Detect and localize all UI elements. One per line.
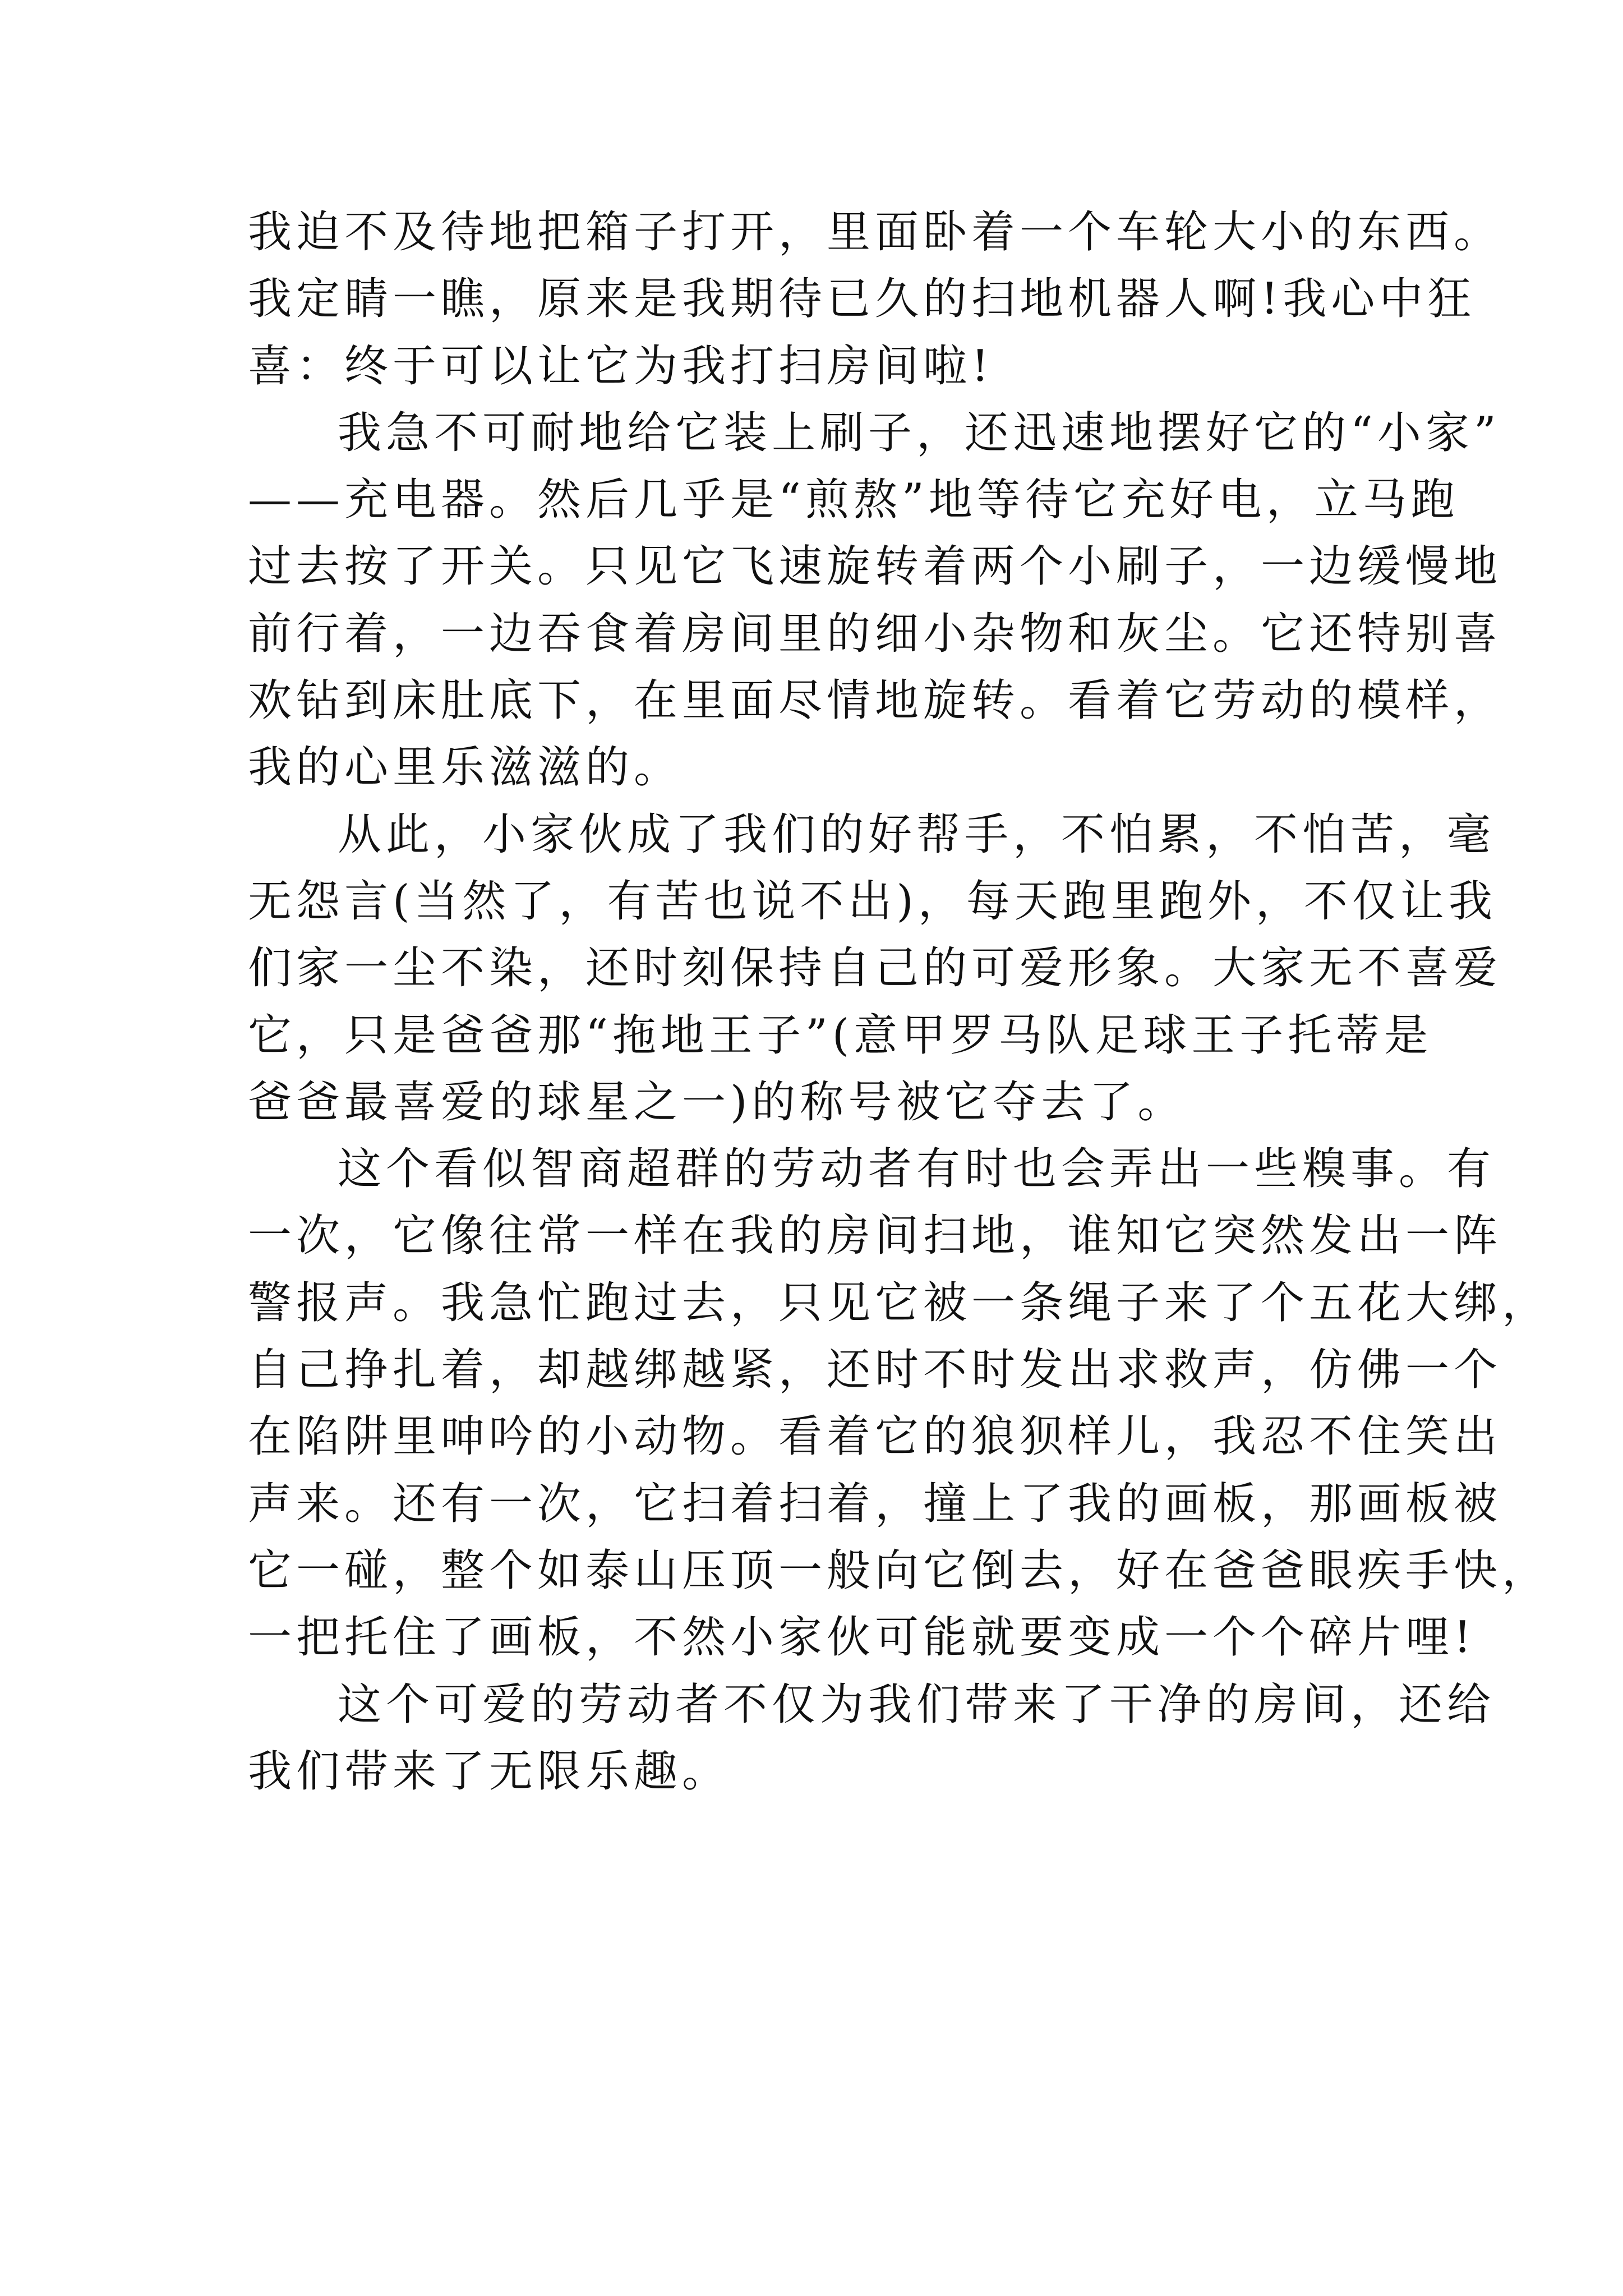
text-line: 这个看似智商超群的劳动者有时也会弄出一些糗事。有 bbox=[338, 1144, 1496, 1195]
paragraph-1 bbox=[248, 199, 1502, 400]
article-body bbox=[248, 199, 1551, 1805]
text-line: 这个可爱的劳动者不仅为我们带来了干净的房间，还给 bbox=[338, 1679, 1496, 1730]
paragraph-5 bbox=[248, 1672, 1496, 1806]
text-line: 它一碰，整个如泰山压顶一般向它倒去，好在爸爸眼疾手快， bbox=[248, 1545, 1551, 1596]
text-line: 从此，小家伙成了我们的好帮手，不怕累，不怕苦，毫 bbox=[338, 809, 1496, 860]
text-line: 过去按了开关。只见它飞速旋转着两个小刷子，一边缓慢地 bbox=[248, 541, 1502, 592]
text-line: 警报声。我急忙跑过去，只见它被一条绳子来了个五花大绑， bbox=[248, 1277, 1551, 1328]
text-line: 爸爸最喜爱的球星之一)的称号被它夺去了。 bbox=[248, 1076, 1186, 1128]
text-line: 我急不可耐地给它装上刷子，还迅速地摆好它的“小家” bbox=[338, 407, 1501, 458]
text-line: ——充电器。然后几乎是“煎熬”地等待它充好电，立马跑 bbox=[248, 475, 1459, 526]
paragraph-2 bbox=[248, 400, 1502, 802]
text-line: 我定睛一瞧，原来是我期待已久的扫地机器人啊!我心中狂 bbox=[248, 274, 1476, 325]
text-line: 一次，它像往常一样在我的房间扫地，谁知它突然发出一阵 bbox=[248, 1211, 1502, 1262]
text-line: 前行着，一边吞食着房间里的细小杂物和灰尘。它还特别喜 bbox=[248, 608, 1502, 659]
text-line: 我的心里乐滋滋的。 bbox=[248, 742, 683, 793]
text-line: 一把托住了画板，不然小家伙可能就要变成一个个碎片哩! bbox=[248, 1612, 1476, 1663]
text-line: 在陷阱里呻吟的小动物。看着它的狼狈样儿，我忍不住笑出 bbox=[248, 1411, 1502, 1462]
text-line: 们家一尘不染，还时刻保持自己的可爱形象。大家无不喜爱 bbox=[248, 943, 1502, 994]
paragraph-4 bbox=[248, 1136, 1551, 1671]
text-line: 无怨言(当然了，有苦也说不出)，每天跑里跑外，不仅让我 bbox=[248, 876, 1497, 927]
text-line: 欢钻到床肚底下，在里面尽情地旋转。看着它劳动的模样， bbox=[248, 675, 1502, 726]
text-line: 喜：终于可以让它为我打扫房间啦! bbox=[248, 341, 994, 392]
text-line: 它，只是爸爸那“拖地王子”(意甲罗马队足球王子托蒂是 bbox=[248, 1010, 1433, 1061]
text-line: 我们带来了无限乐趣。 bbox=[248, 1746, 731, 1797]
text-line: 我迫不及待地把箱子打开，里面卧着一个车轮大小的东西。 bbox=[248, 207, 1502, 257]
paragraph-3 bbox=[248, 802, 1502, 1136]
text-line: 声来。还有一次，它扫着扫着，撞上了我的画板，那画板被 bbox=[248, 1478, 1502, 1529]
text-line: 自己挣扎着，却越绑越紧，还时不时发出求救声，仿佛一个 bbox=[248, 1345, 1502, 1396]
